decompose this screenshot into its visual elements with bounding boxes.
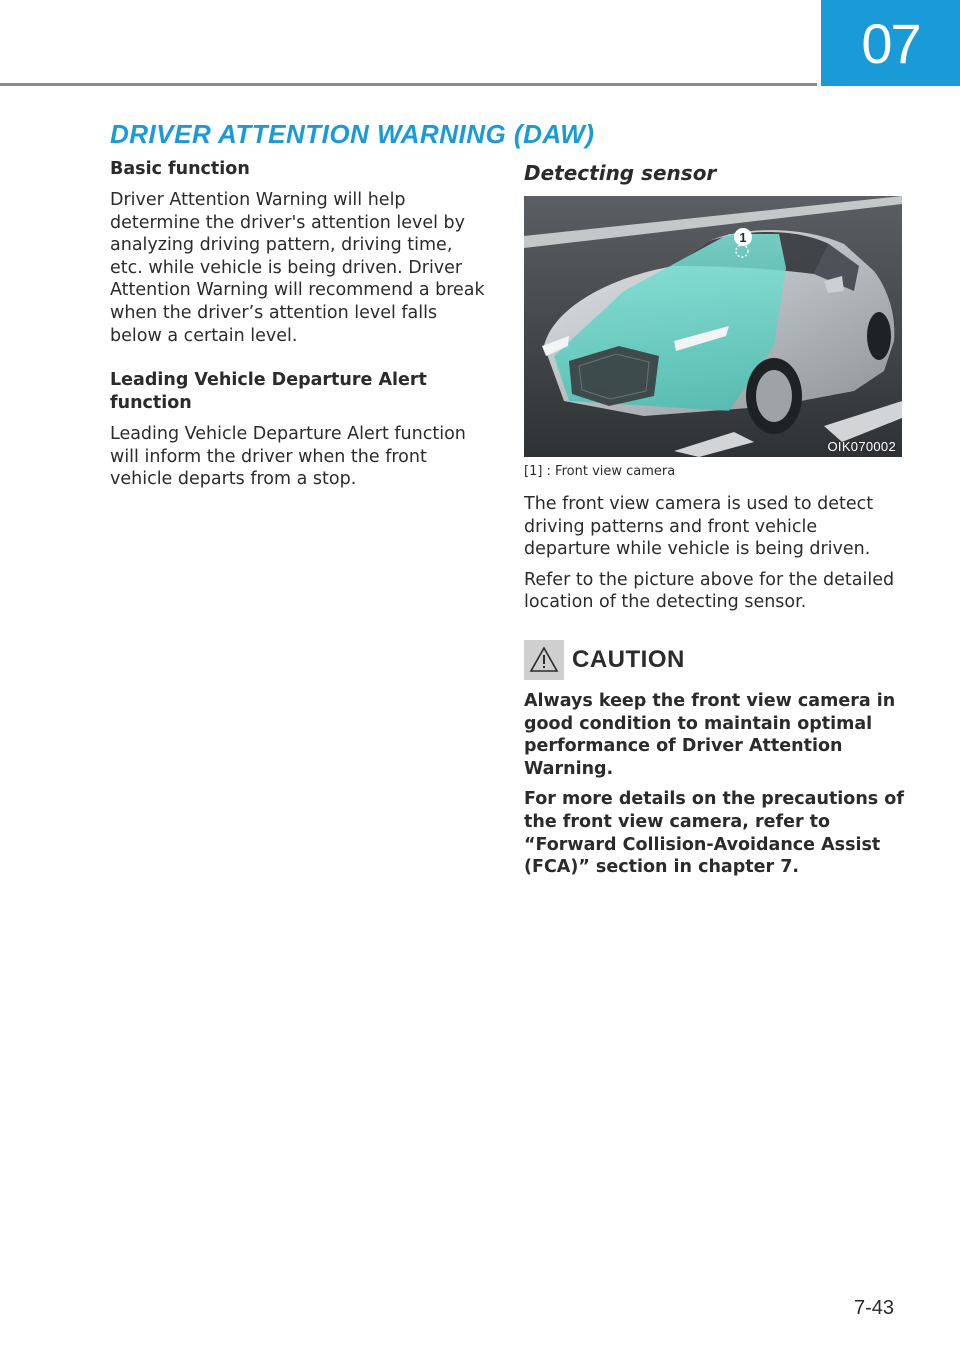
- warning-triangle-icon: [524, 640, 564, 680]
- figure-code: OIK070002: [827, 439, 896, 454]
- detecting-sensor-heading: Detecting sensor: [524, 161, 717, 185]
- caution-label: CAUTION: [572, 645, 685, 673]
- camera-paragraph-1: The front view camera is used to detect driving patterns and front vehicle departure while vehicle is being driven.: [524, 494, 874, 560]
- lvda-text: Leading Vehicle Departure Alert function will inform the driver when the front vehicle departs from a stop.: [110, 424, 466, 490]
- caution-header: [524, 640, 904, 680]
- basic-function-heading: Basic function: [110, 159, 250, 179]
- chapter-tab: [821, 0, 960, 86]
- page-number: 7-43: [853, 1297, 894, 1319]
- right-column: [524, 158, 904, 879]
- caution-text-1: Always keep the front view camera in good condition to maintain optimal performance of Driver Attention Warning.: [524, 690, 896, 779]
- section-title: DRIVER ATTENTION WARNING (DAW): [110, 119, 595, 149]
- callout-number: 1: [739, 229, 747, 245]
- header-rule: [0, 83, 817, 86]
- lvda-heading: Leading Vehicle Departure Alert function: [110, 370, 427, 414]
- callout-badge: [734, 228, 752, 246]
- basic-function-text: Driver Attention Warning will help determine the driver's attention level by analyzing driving pattern, driving time, etc. while vehicle is being driven. Driver Attention Warning will recommend a break when the driver’s attention level falls below a certain level.: [110, 190, 485, 346]
- camera-paragraph-2: Refer to the picture above for the detailed location of the detecting sensor.: [524, 569, 895, 613]
- left-column: [110, 158, 485, 491]
- chapter-number: 07: [861, 11, 920, 75]
- vehicle-illustration: [524, 196, 902, 457]
- figure-caption: [1] : Front view camera: [524, 464, 676, 479]
- vehicle-camera-figure: [524, 196, 902, 457]
- caution-text-2: For more details on the precautions of the front view camera, refer to “Forward Collision-Avoidance Assist (FCA)” section in chapter 7.: [524, 789, 904, 878]
